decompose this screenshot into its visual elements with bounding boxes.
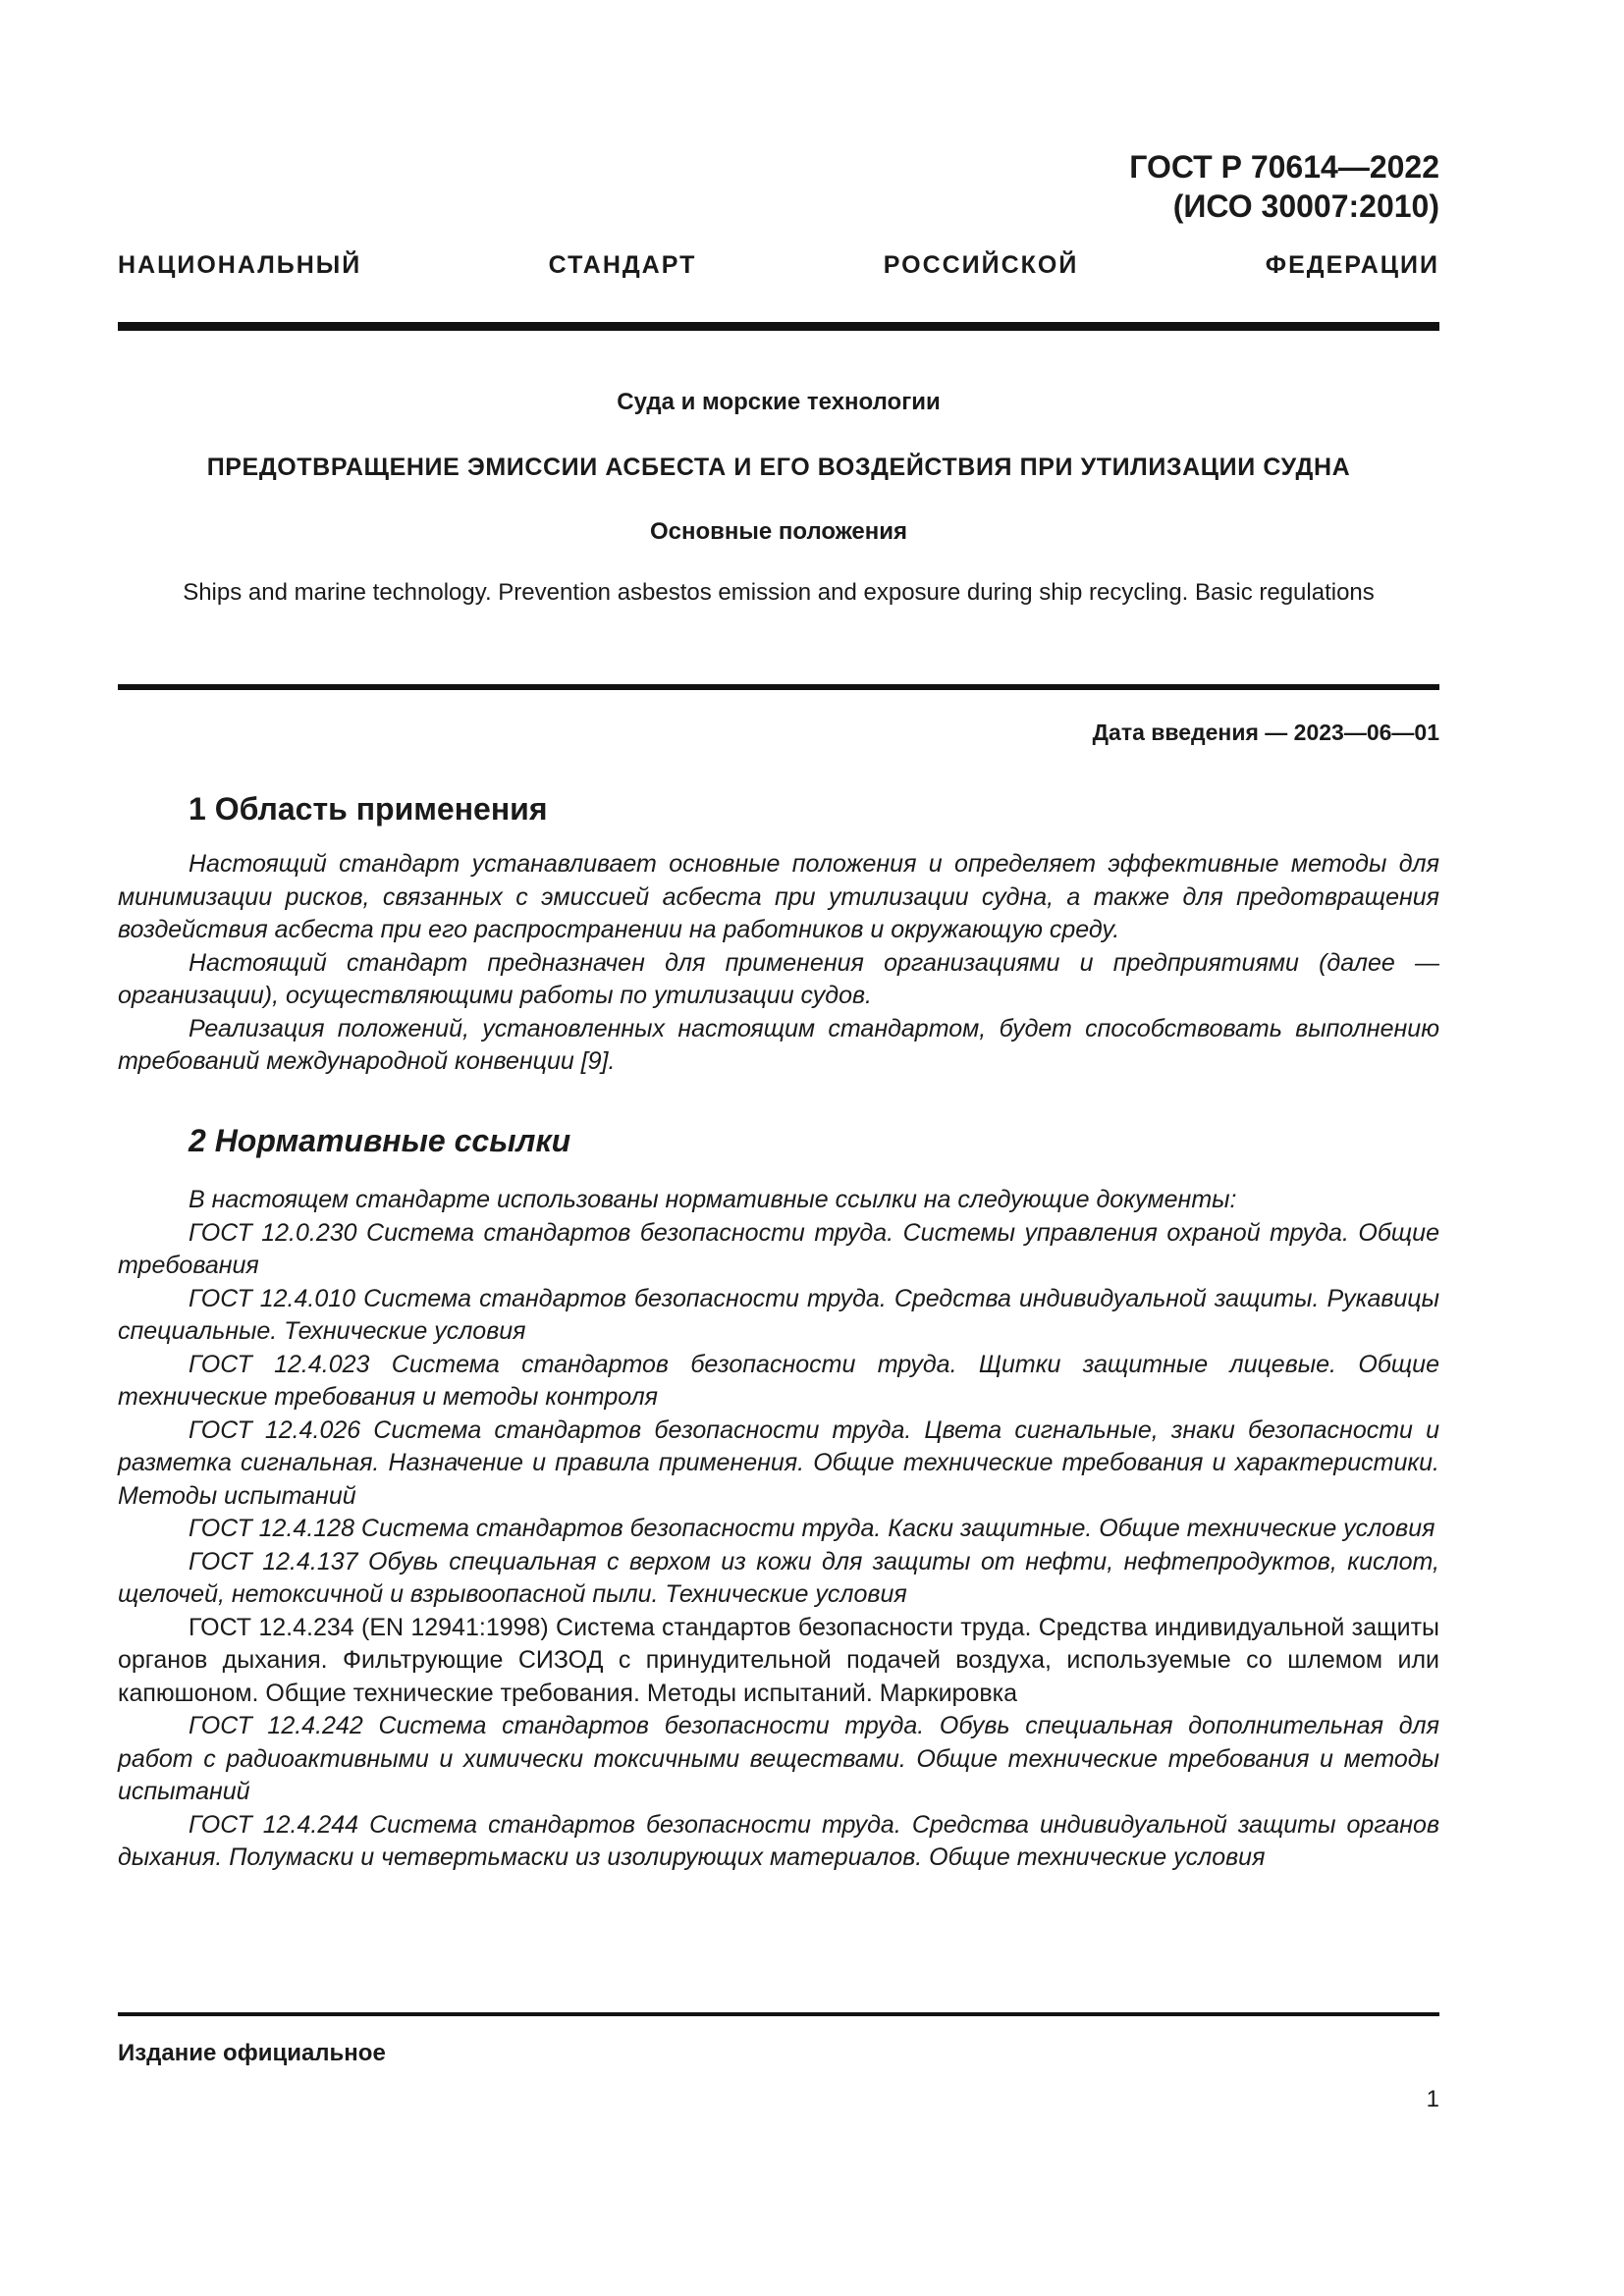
header-divider — [118, 322, 1439, 331]
reference-item: ГОСТ 12.4.010 Система стандартов безопасности труда. Средства индивидуальной защиты. Рукавицы специальные. Технические условия — [118, 1284, 1439, 1345]
section-2-heading: 2 Нормативные ссылки — [189, 1123, 571, 1158]
paragraph: Реализация положений, установленных настоящим стандартом, будет способствовать выполнению требований международной конвенции [9]. — [118, 1014, 1439, 1075]
paragraph: В настоящем стандарте использованы нормативные ссылки на следующие документы: — [189, 1186, 1237, 1213]
document-subtitle: Основные положения — [649, 518, 908, 545]
reference-item: ГОСТ 12.4.244 Система стандартов безопасности труда. Средства индивидуальной защиты органов дыхания. Полумаски и четвертьмаски из изолирующих материалов. Общие технические условия — [118, 1810, 1439, 1871]
standard-designation — [1129, 147, 1439, 226]
reference-item: ГОСТ 12.4.234 (EN 12941:1998) Система стандартов безопасности труда. Средства индивидуальной защиты органов дыхания. Фильтрующие СИЗОД с принудительной подачей воздуха, используемые со шлемом или капюшоном. Общие технические требования. Методы испытаний. Маркировка — [118, 1613, 1439, 1707]
national-standard-banner: НАЦИОНАЛЬНЫЙ СТАНДАРТ РОССИЙСКОЙ ФЕДЕРАЦИИ — [118, 251, 1439, 279]
iso-number: (ИСО 30007:2010) — [1172, 188, 1439, 224]
title-divider — [118, 684, 1439, 690]
paragraph: Настоящий стандарт устанавливает основные положения и определяет эффективные методы для минимизации рисков, связанных с эмиссией асбеста при утилизации судна, а также для предотвращения воздействия асбеста при его распространении на работников и окружающую среду. — [118, 850, 1439, 943]
reference-item: ГОСТ 12.4.128 Система стандартов безопасности труда. Каски защитные. Общие технические условия — [189, 1515, 1435, 1542]
english-title: Ships and marine technology. Prevention asbestos emission and exposure during ship recycling. Basic regulations — [183, 579, 1375, 606]
reference-item: ГОСТ 12.0.230 Система стандартов безопасности труда. Системы управления охраной труда. Общие требования — [118, 1218, 1439, 1279]
introduction-date: Дата введения — 2023—06—01 — [1092, 720, 1439, 745]
paragraph: Настоящий стандарт предназначен для применения организациями и предприятиями (далее — организации), осуществляющими работы по утилизации судов. — [118, 948, 1439, 1009]
page-number: 1 — [1426, 2086, 1439, 2112]
document-title: ПРЕДОТВРАЩЕНИЕ ЭМИССИИ АСБЕСТА И ЕГО ВОЗДЕЙСТВИЯ ПРИ УТИЛИЗАЦИИ СУДНА — [206, 454, 1351, 481]
section-1-body — [118, 848, 1439, 1079]
reference-item: ГОСТ 12.4.023 Система стандартов безопасности труда. Щитки защитные лицевые. Общие технические требования и методы контроля — [118, 1350, 1439, 1411]
section-2-body — [118, 1184, 1439, 1875]
official-edition-label: Издание официальное — [118, 2040, 386, 2066]
standard-number: ГОСТ Р 70614—2022 — [1129, 149, 1439, 185]
subject-area: Суда и морские технологии — [617, 389, 941, 415]
reference-item: ГОСТ 12.4.026 Система стандартов безопасности труда. Цвета сигнальные, знаки безопасности и разметка сигнальная. Назначение и правила применения. Общие технические требования и характеристики. Методы испытаний — [118, 1415, 1439, 1510]
footer-divider — [118, 2012, 1439, 2016]
reference-item: ГОСТ 12.4.242 Система стандартов безопасности труда. Обувь специальная дополнительная для работ с радиоактивными и химически токсичными веществами. Общие технические требования и методы испытаний — [118, 1712, 1439, 1805]
section-1-heading: 1 Область применения — [189, 791, 548, 827]
reference-item: ГОСТ 12.4.137 Обувь специальная с верхом из кожи для защиты от нефти, нефтепродуктов, кислот, щелочей, нетоксичной и взрывоопасной пыли. Технические условия — [118, 1547, 1439, 1608]
